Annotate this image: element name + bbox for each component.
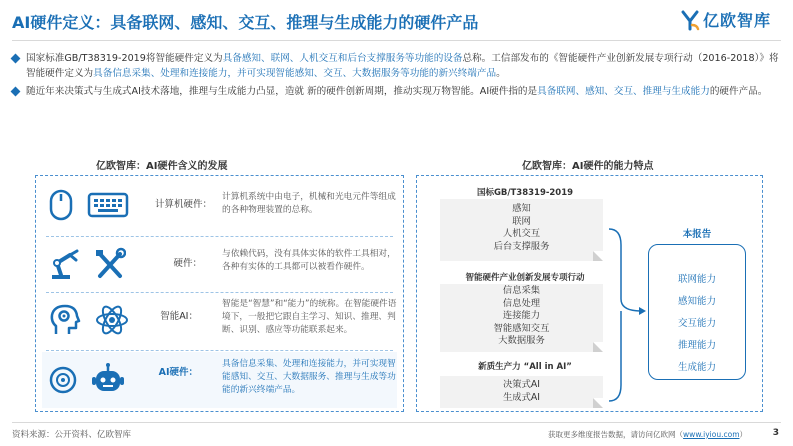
- diamond-bullet-icon: [11, 87, 21, 97]
- robot-head-icon: [90, 362, 126, 396]
- report-item: 交互能力: [677, 318, 716, 329]
- bracket-connector: [605, 225, 649, 405]
- label-computer-hardware: 计算机硬件：: [154, 199, 212, 210]
- label-smart-ai: 智能AI：: [160, 311, 198, 322]
- card-gb: 感知 联网 人机交互 后台支撑服务: [440, 199, 603, 261]
- robot-vacuum-icon: [48, 362, 78, 396]
- diamond-bullet-icon: [11, 54, 21, 64]
- intro-bullets: [12, 51, 782, 102]
- page-number: 3: [772, 428, 779, 438]
- row-divider: [46, 236, 393, 237]
- report-item: 感知能力: [677, 296, 716, 307]
- footer-url-link[interactable]: www.iyiou.com: [683, 430, 740, 439]
- left-panel: [35, 175, 404, 412]
- bullet-2: 随近年来决策式与生成式AI技术落地，推理与生成能力凸显，造就 新的硬件创新周期，推动实现万物智能。AI硬件指的是具备联网、感知、交互、推理与生成能力的硬件产品。: [12, 84, 782, 99]
- label-hardware: 硬件：: [173, 258, 202, 269]
- card-action: 信息采集 信息处理 连接能力 智能感知交互 大数据服务: [440, 284, 603, 352]
- footer-more-info: 获取更多维度报告数据，请访问亿欧网（www.iyiou.com）: [548, 430, 747, 439]
- label-ai-hardware: AI硬件：: [158, 367, 198, 378]
- bullet-1: 国家标准GB/T38319-2019将智能硬件定义为具备感知、联网、人机交互和后台支撑服务等功能的设备总称。工信部发布的《智能硬件产业创新发展专项行动（2016-2018）》将智能硬件定义为具备信息采集、处理和连接能力，并可实现智能感知、交互、大数据服务等功能的新兴终端产品。: [12, 51, 782, 81]
- row-ai-hardware: [36, 356, 403, 406]
- desc-hardware: 与依赖代码，没有具体实体的软件工具相对，各种有实体的工具都可以被看作硬件。: [222, 249, 396, 272]
- tools-icon: [94, 246, 126, 282]
- logo-mark-icon: [680, 9, 700, 31]
- right-panel-title: 亿欧智库：AI硬件的能力特点: [522, 161, 654, 172]
- mouse-icon: [48, 188, 74, 222]
- group-heading-all-in-ai: 新质生产力 “All in AI”: [478, 362, 572, 372]
- keyboard-icon: [86, 188, 130, 222]
- brand-logo: [680, 8, 771, 31]
- desc-smart-ai: 智能是“智慧”和“能力”的统称。在智能硬件语境下，一般把它跟自主学习、知识、推理、判断、识别、感应等功能联系起来。: [222, 299, 397, 335]
- footer-source: 资料来源：公开资料、亿欧智库: [12, 430, 132, 440]
- row-hardware: [36, 240, 403, 290]
- report-item: 联网能力: [677, 274, 716, 285]
- row-divider: [46, 292, 393, 293]
- report-item: 生成能力: [677, 362, 716, 373]
- row-computer-hardware: [36, 182, 403, 232]
- robot-arm-icon: [48, 246, 82, 282]
- left-panel-title: 亿欧智库：AI硬件含义的发展: [96, 161, 228, 172]
- footer-divider: [12, 422, 781, 423]
- brain-gear-icon: [48, 302, 82, 338]
- logo-text: 亿欧智库: [702, 11, 771, 30]
- desc-ai-hardware: 具备信息采集、处理和连接能力，并可实现智能感知、交互、大数据服务、推理与生成等功能的新兴终端产品。: [222, 359, 396, 395]
- group-heading-action: 智能硬件产业创新发展专项行动: [465, 273, 585, 283]
- report-label: 本报告: [682, 229, 712, 240]
- report-item: 推理能力: [677, 340, 716, 351]
- title-divider: [12, 40, 781, 41]
- desc-computer-hardware: 计算机系统中由电子，机械和光电元件等组成的各种物理装置的总称。: [222, 192, 396, 215]
- report-box: [648, 244, 746, 380]
- card-all-in-ai: 决策式AI 生成式AI: [440, 376, 603, 408]
- group-heading-gb: 国标GB/T38319-2019: [476, 188, 574, 198]
- row-smart-ai: [36, 296, 403, 346]
- atom-icon: [94, 302, 130, 338]
- page-title: AI硬件定义：具备联网、感知、交互、推理与生成能力的硬件产品: [12, 13, 479, 32]
- row-divider: [46, 350, 393, 351]
